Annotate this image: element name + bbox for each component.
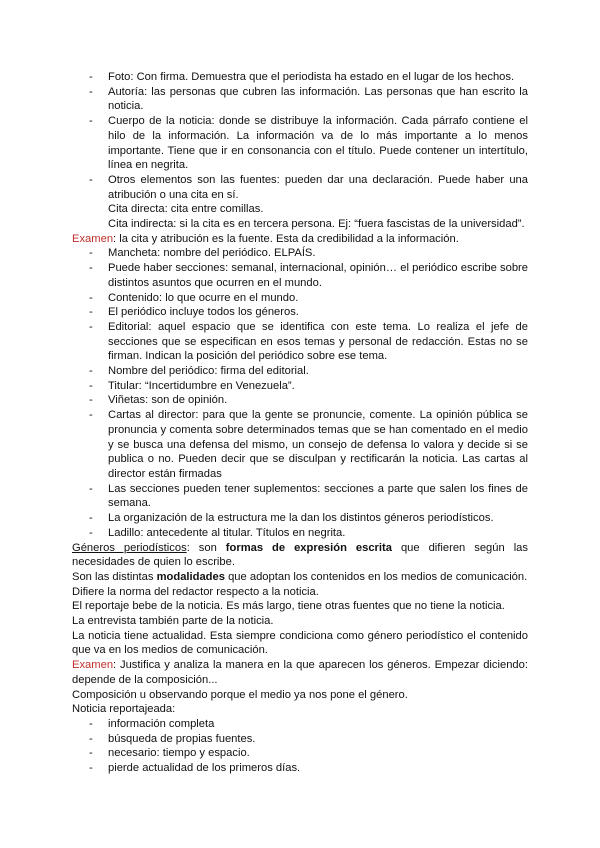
dash-bullet: -	[89, 306, 93, 319]
paragraph: Composición u observando porque el medio ya nos pone el género.	[72, 688, 408, 701]
list-item-text: Puede haber secciones: semanal, internacional, opinión… el periódico escribe sobre distintos asuntos que ocurren en el mundo.	[108, 262, 528, 289]
list-item-text: Otros elementos son las fuentes: pueden dar una declaración. Puede haber una atribución o una cita en sí.	[108, 173, 528, 201]
list-item	[72, 717, 528, 732]
list-item-text: pierde actualidad de los primeros días.	[108, 762, 301, 775]
exam-text: : la cita y atribución es la fuente. Esta da credibilidad a la información.	[113, 232, 459, 245]
dash-bullet: -	[89, 71, 93, 83]
dash-bullet: -	[89, 409, 93, 422]
list-item-text: Mancheta: nombre del periódico. ELPAÍS.	[108, 247, 316, 260]
dash-bullet: -	[89, 262, 93, 275]
dash-bullet: -	[89, 173, 93, 186]
list-item	[72, 320, 528, 364]
dash-bullet: -	[89, 482, 93, 495]
list-item	[72, 364, 528, 379]
list-item-text: Foto: Con firma. Demuestra que el periodista ha estado en el lugar de los hechos.	[108, 71, 515, 83]
list-item-text: Contenido: lo que ocurre en el mundo.	[108, 291, 299, 304]
list-item-text: La organización de la estructura me la dan los distintos géneros periodísticos.	[108, 512, 494, 525]
list-item	[72, 761, 528, 776]
bold-word: modalidades	[156, 570, 225, 583]
list-item-text: Autoría: las personas que cubren las información. Las personas que han escrito la noticia.	[108, 85, 528, 113]
exam-label: Examen	[72, 659, 114, 672]
list-item-text: Titular: “Incertidumbre en Venezuela”.	[108, 379, 295, 392]
modalidades-paragraph	[72, 570, 528, 585]
list-item-text: Las secciones pueden tener suplementos: secciones a parte que salen los fines de semana.	[108, 482, 528, 510]
list-item	[72, 393, 528, 408]
list-item	[72, 173, 528, 202]
list-item-text: necesario: tiempo y espacio.	[108, 747, 250, 760]
list-item-text: Nombre del periódico: firma del editorial.	[108, 365, 309, 378]
dash-bullet: -	[89, 762, 93, 775]
list-item	[72, 114, 528, 173]
list-item	[72, 291, 528, 306]
generos-definition	[72, 541, 528, 570]
text: son	[189, 541, 226, 554]
bold-phrase: formas de expresión escrita	[225, 541, 392, 554]
dash-bullet: -	[89, 85, 93, 98]
paragraph: La entrevista también parte de la noticia.	[72, 615, 274, 628]
cita-directa: Cita directa: cita entre comillas.	[108, 203, 264, 216]
list-item-text: Ladillo: antecedente al titular. Títulos en negrita.	[108, 526, 346, 539]
bullet-list-newspaper	[72, 246, 528, 540]
exam-label: Examen	[72, 232, 114, 245]
list-item-text: Cartas al director: para que la gente se pronuncie, comente. La opinión pública se pronuncia y comenta sobre determinados temas que se han comentado en el medio y se busca una defensa del mismo, un consejo de defensa lo valora y decide si se publica o no. Pueden decir que se disculpan y rectificarán la noticia. Las cartas al director están firmadas	[108, 409, 528, 480]
text: que difieren según las necesidades de quien lo escribe.	[72, 541, 528, 569]
exam-note-1	[72, 232, 528, 247]
exam-text: : Justifica y analiza la manera en la que aparecen los géneros. Empezar diciendo: depende de la composición...	[72, 659, 528, 686]
dash-bullet: -	[89, 747, 93, 760]
list-item-text: Editorial: aquel espacio que se identifica con este tema. Lo realiza el jefe de secciones que se especifican en esos temas y personal de redacción. Estas no se firman. Indican la posición del periódico sobre ese tema.	[108, 320, 528, 363]
list-item	[72, 246, 528, 261]
bullet-list-reportajeada	[72, 717, 528, 776]
list-item	[72, 379, 528, 394]
list-item	[72, 732, 528, 747]
list-item-text: Cuerpo de la noticia: donde se distribuye la información. Cada párrafo contiene el hilo de la información. La información va de lo más importante a lo menos importante. Tiene que ir en consonancia con el título. Puede contener un intertítulo, línea en negrita.	[108, 115, 528, 172]
list-item	[72, 526, 528, 541]
dash-bullet: -	[89, 394, 93, 407]
list-item	[72, 746, 528, 761]
list-item	[72, 511, 528, 526]
dash-bullet: -	[89, 512, 93, 525]
dash-bullet: -	[89, 732, 93, 745]
dash-bullet: -	[89, 526, 93, 539]
document-page	[72, 70, 528, 776]
list-item	[72, 70, 528, 85]
list-item	[72, 85, 528, 114]
paragraph: Difiere la norma del redactor respecto a la noticia.	[72, 585, 319, 598]
list-item-text: Viñetas: son de opinión.	[108, 394, 228, 407]
list-item	[72, 408, 528, 482]
text: que adoptan los contenidos en los medios de comunicación.	[224, 570, 528, 583]
dash-bullet: -	[89, 115, 93, 128]
paragraph: Noticia reportajeada:	[72, 703, 176, 716]
dash-bullet: -	[89, 365, 93, 378]
list-item	[72, 261, 528, 290]
colon: :	[186, 541, 190, 554]
bullet-list-news-parts	[72, 70, 528, 202]
dash-bullet: -	[89, 379, 93, 392]
exam-note-2	[72, 658, 528, 687]
text: Son las distintas	[72, 570, 157, 583]
paragraph: El reportaje bebe de la noticia. Es más largo, tiene otras fuentes que no tiene la noticia.	[72, 600, 505, 613]
dash-bullet: -	[89, 291, 93, 304]
dash-bullet: -	[89, 717, 93, 730]
dash-bullet: -	[89, 320, 93, 333]
cita-indirecta: Cita indirecta: si la cita es en tercera persona. Ej: “fuera fascistas de la universidad”.	[108, 218, 525, 231]
list-item-text: El periódico incluye todos los géneros.	[108, 306, 299, 319]
list-item	[72, 482, 528, 511]
paragraph: La noticia tiene actualidad. Esta siempre condiciona como género periodístico el contenido que va en los medios de comunicación.	[72, 629, 528, 657]
list-item-text: información completa	[108, 717, 215, 730]
list-item	[72, 305, 528, 320]
dash-bullet: -	[89, 247, 93, 260]
list-item-text: búsqueda de propias fuentes.	[108, 732, 256, 745]
generos-term: Géneros periodísticos	[72, 541, 187, 554]
